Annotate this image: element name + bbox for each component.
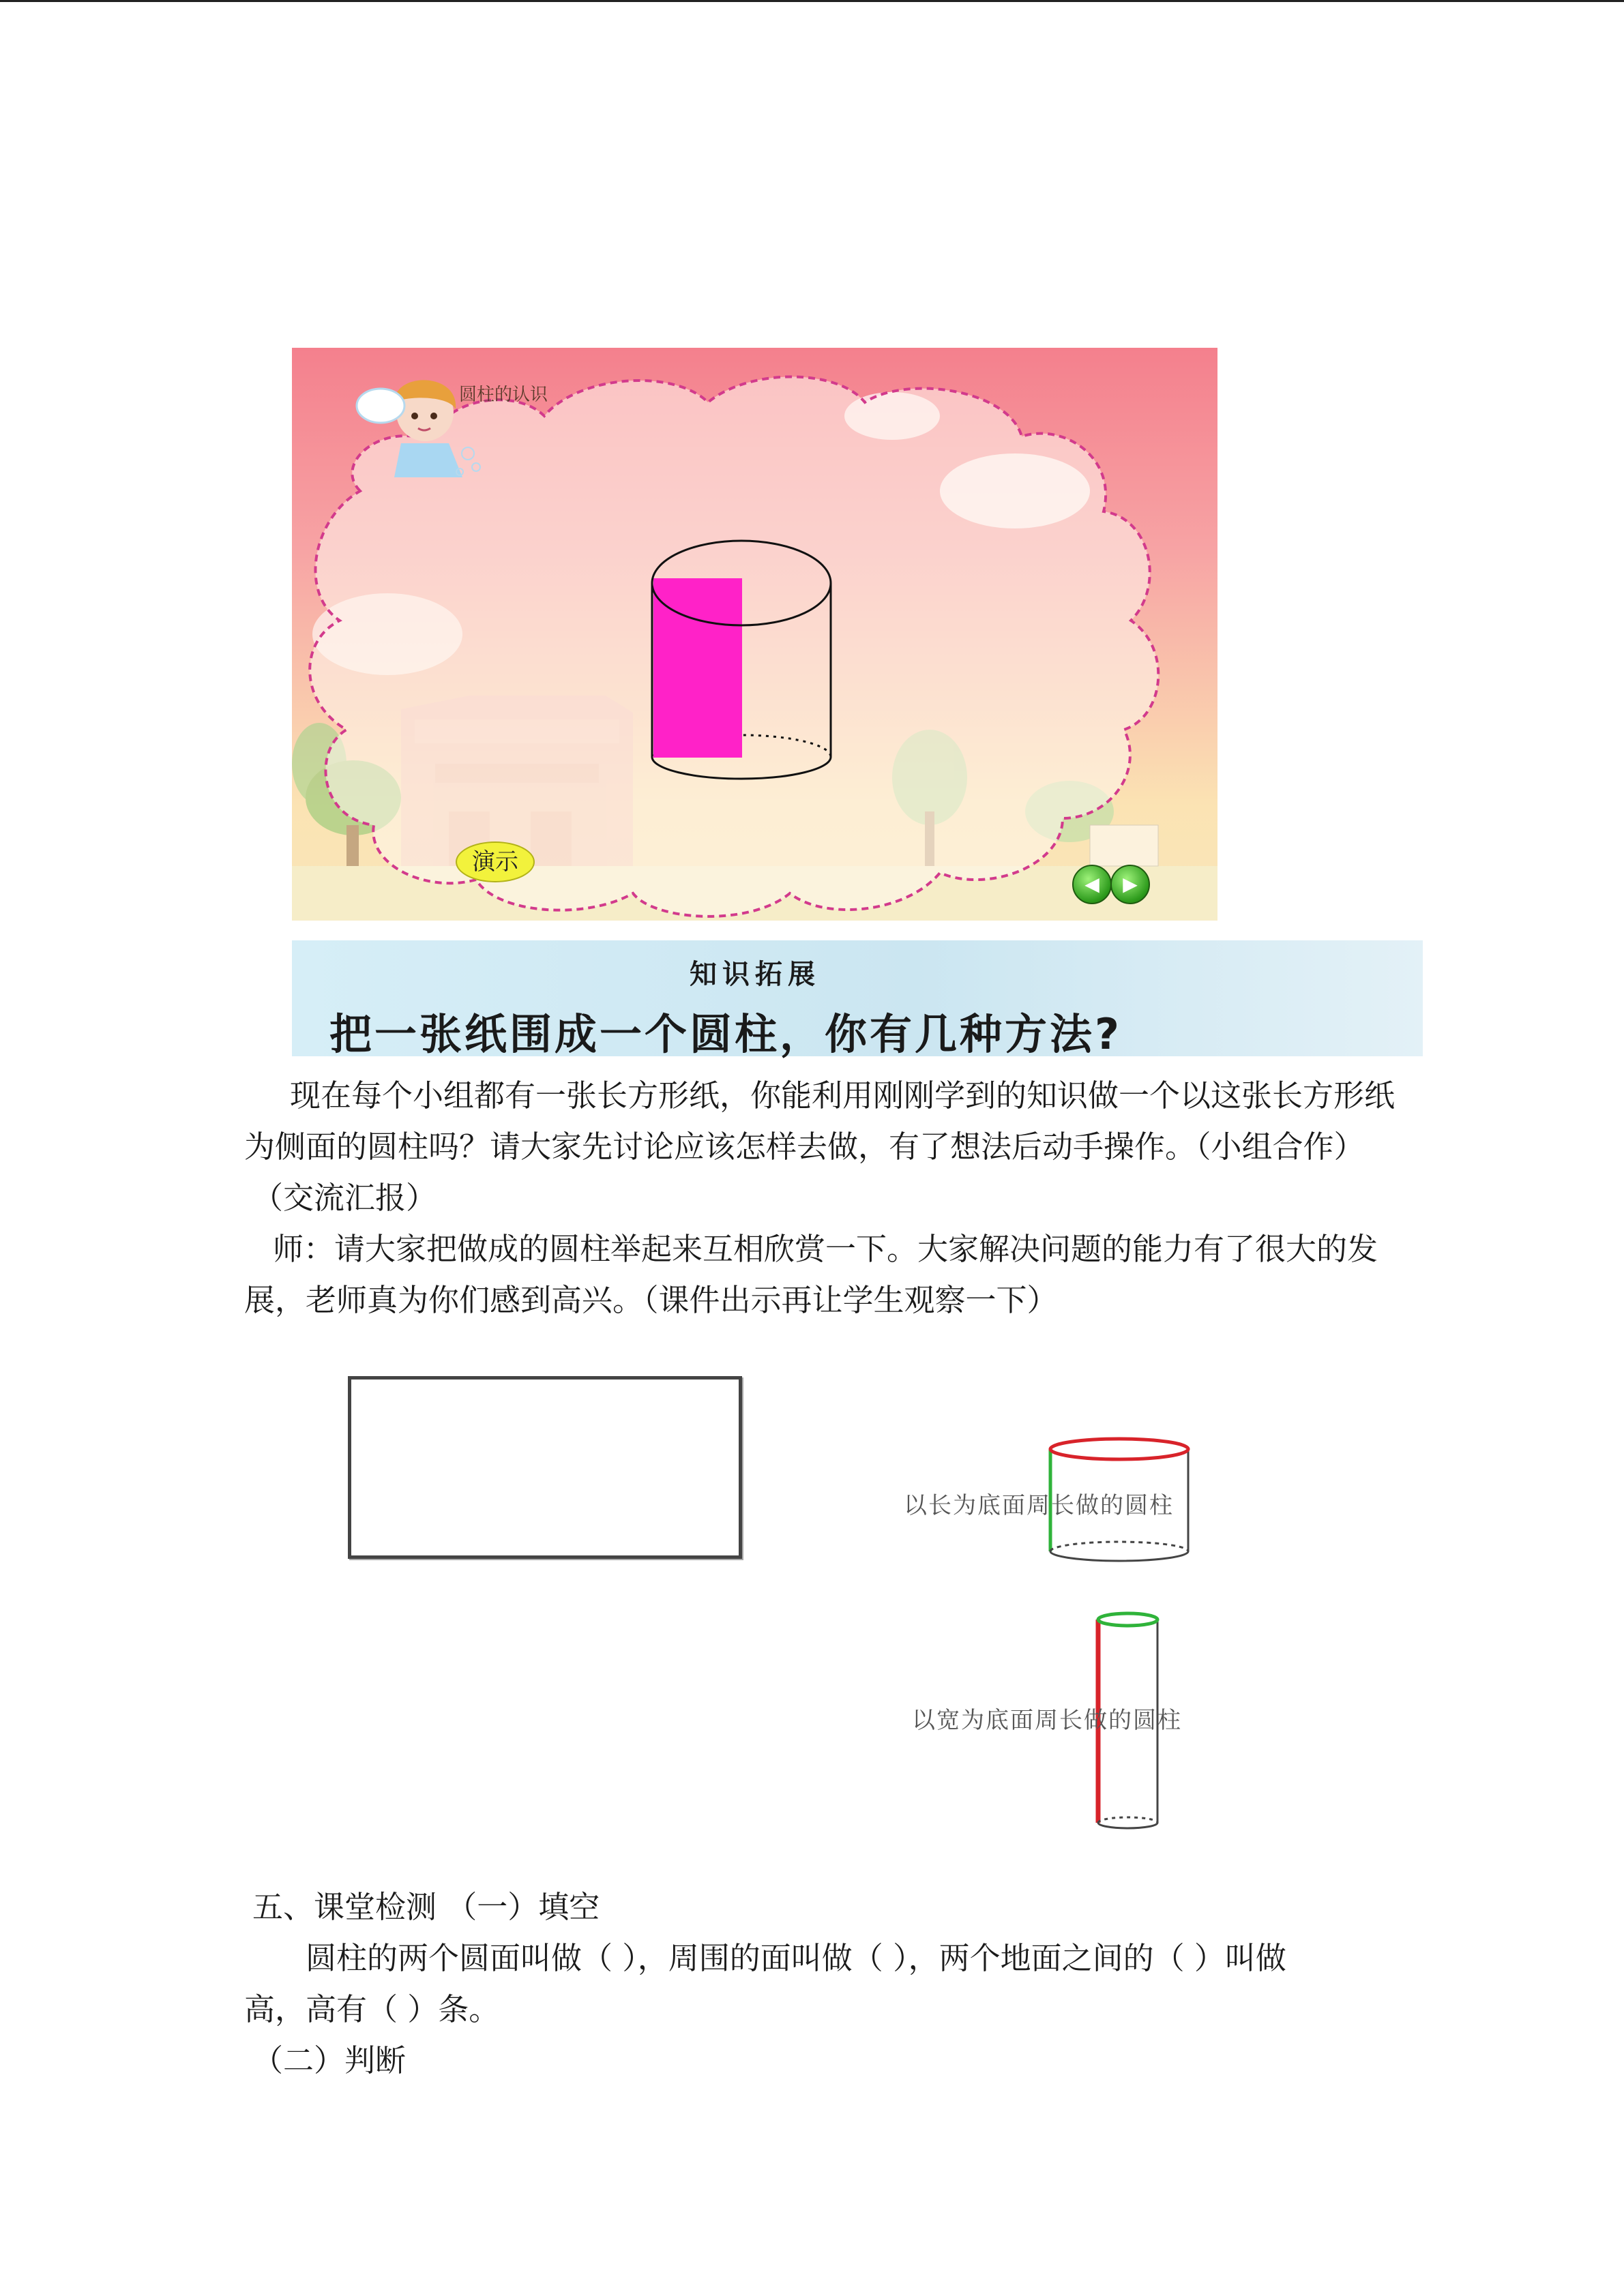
judge-heading: （二）判断 [252, 2042, 407, 2078]
cylinder-long-label: 以长为底面周长做的圆柱 [904, 1492, 1174, 1519]
paragraph-line: 师：请大家把做成的圆柱举起来互相欣赏一下。大家解决问题的能力有了很大的发 [273, 1231, 1378, 1267]
slide-background-art [292, 348, 1217, 921]
paragraph-line: 展，老师真为你们感到高兴。（课件出示再让学生观察一下） [244, 1282, 1058, 1318]
banner-heading: 知识拓展 [690, 959, 821, 990]
knowledge-banner [292, 940, 1423, 1059]
lesson-slide-image [292, 348, 1217, 921]
prev-arrow-icon: ◀ [1084, 873, 1099, 895]
demo-button[interactable]: 演示 [456, 841, 535, 882]
paragraph-line: （交流汇报） [252, 1180, 437, 1216]
banner-question: 把一张纸围成一个圆柱，你有几种方法? [329, 1009, 1122, 1059]
cylinder-wide-label: 以宽为底面周长做的圆柱 [912, 1707, 1182, 1734]
next-arrow-icon: ▶ [1123, 873, 1138, 895]
paragraph-line: 现在每个小组都有一张长方形纸，你能利用刚刚学到的知识做一个以这张长方形纸 [290, 1077, 1396, 1114]
fill-blank-line-1: 圆柱的两个圆面叫做（ ），周围的面叫做（ ），两个地面之间的（ ）叫做 [306, 1940, 1286, 1976]
cylinder-long-panel [887, 1422, 1323, 1568]
slide-title: 圆柱的认识 [459, 385, 548, 405]
cylinder-wide-panel [890, 1606, 1330, 1841]
paper-rectangle-diagram [348, 1376, 742, 1559]
section5-heading: 五、课堂检测 （一）填空 [252, 1889, 600, 1925]
paragraph-line: 为侧面的圆柱吗？请大家先讨论应该怎样去做，有了想法后动手操作。（小组合作） [244, 1129, 1365, 1165]
fill-blank-line-2: 高，高有（ ）条。 [244, 1991, 500, 2027]
previous-button[interactable] [1072, 865, 1112, 904]
next-button[interactable] [1110, 865, 1150, 904]
page-top-rule [0, 0, 1624, 2]
